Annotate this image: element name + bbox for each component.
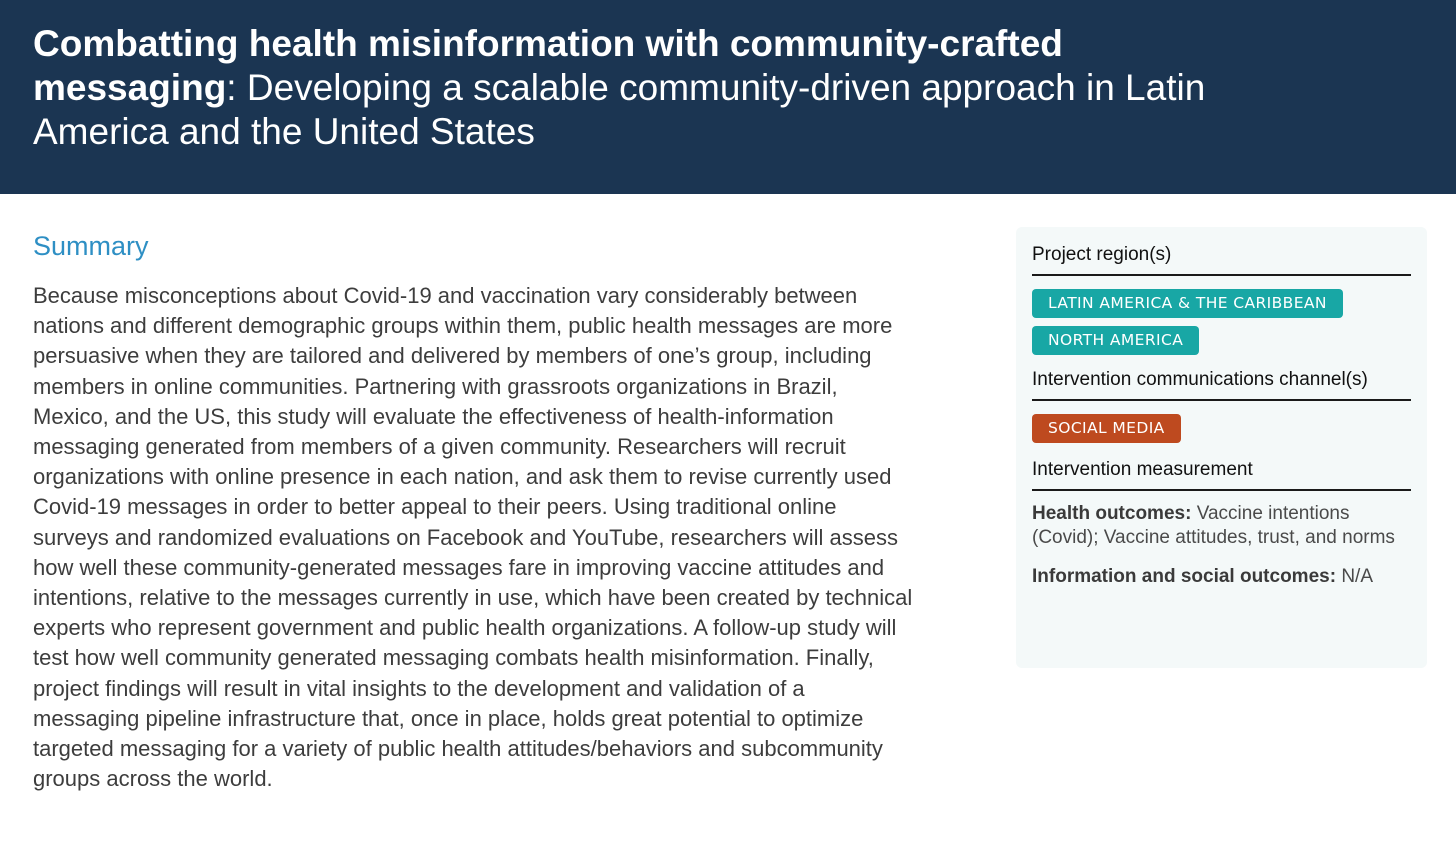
channels-section	[1032, 366, 1411, 443]
info-social-outcomes	[1032, 565, 1411, 589]
page-title	[33, 22, 1273, 154]
regions-section	[1032, 241, 1411, 355]
channels-tags	[1032, 401, 1411, 443]
page-title-subtitle: : Developing a scalable community-driven approach in Latin America and the United States	[33, 67, 1206, 152]
header-banner	[0, 0, 1456, 194]
summary-text: Because misconceptions about Covid-19 and vaccination vary considerably between nations and different demographic groups within them, public health messages are more persuasive when they are tailored and delivered by members of one’s group, including members in online communities. Partnering with grassroots organizations in Brazil, Mexico, and the US, this study will evaluate the effectiveness of health-information messaging generated from members of a given community. Researchers will recruit organizations with online presence in each nation, and ask them to revise currently used Covid-19 messages in order to better appeal to their peers. Using traditional online surveys and randomized evaluations on Facebook and YouTube, researchers will assess how well these community-generated messages fare in improving vaccine attitudes and intentions, relative to the messages currently in use, which have been created by technical experts who represent government and public health organizations. A follow-up study will test how well community generated messaging combats health misinformation. Finally, project findings will result in vital insights to the development and validation of a messaging pipeline infrastructure that, once in place, holds great potential to optimize targeted messaging for a variety of public health attitudes/behaviors and subcommunity groups across the world.	[33, 283, 913, 792]
health-outcomes-label: Health outcomes:	[1032, 503, 1192, 524]
health-outcomes-value: Vaccine intentions (Covid); Vaccine attitudes, trust, and norms	[1032, 503, 1395, 548]
channels-label: Intervention communications channel(s)	[1032, 366, 1411, 401]
health-outcomes	[1032, 502, 1411, 550]
measurement-label: Intervention measurement	[1032, 456, 1411, 491]
measurement-section	[1032, 456, 1411, 589]
summary-heading: Summary	[33, 231, 149, 261]
info-outcomes-label: Information and social outcomes:	[1032, 566, 1337, 587]
info-outcomes-value: N/A	[1341, 566, 1374, 587]
region-tag[interactable]: NORTH AMERICA	[1032, 326, 1199, 355]
project-details-sidebar	[1016, 227, 1427, 668]
channel-tag[interactable]: SOCIAL MEDIA	[1032, 414, 1181, 443]
region-tag[interactable]: LATIN AMERICA & THE CARIBBEAN	[1032, 289, 1343, 318]
regions-tags	[1032, 276, 1411, 355]
page-title-bold: Combatting health misinformation with community-crafted messaging	[33, 23, 1063, 108]
regions-label: Project region(s)	[1032, 241, 1411, 276]
